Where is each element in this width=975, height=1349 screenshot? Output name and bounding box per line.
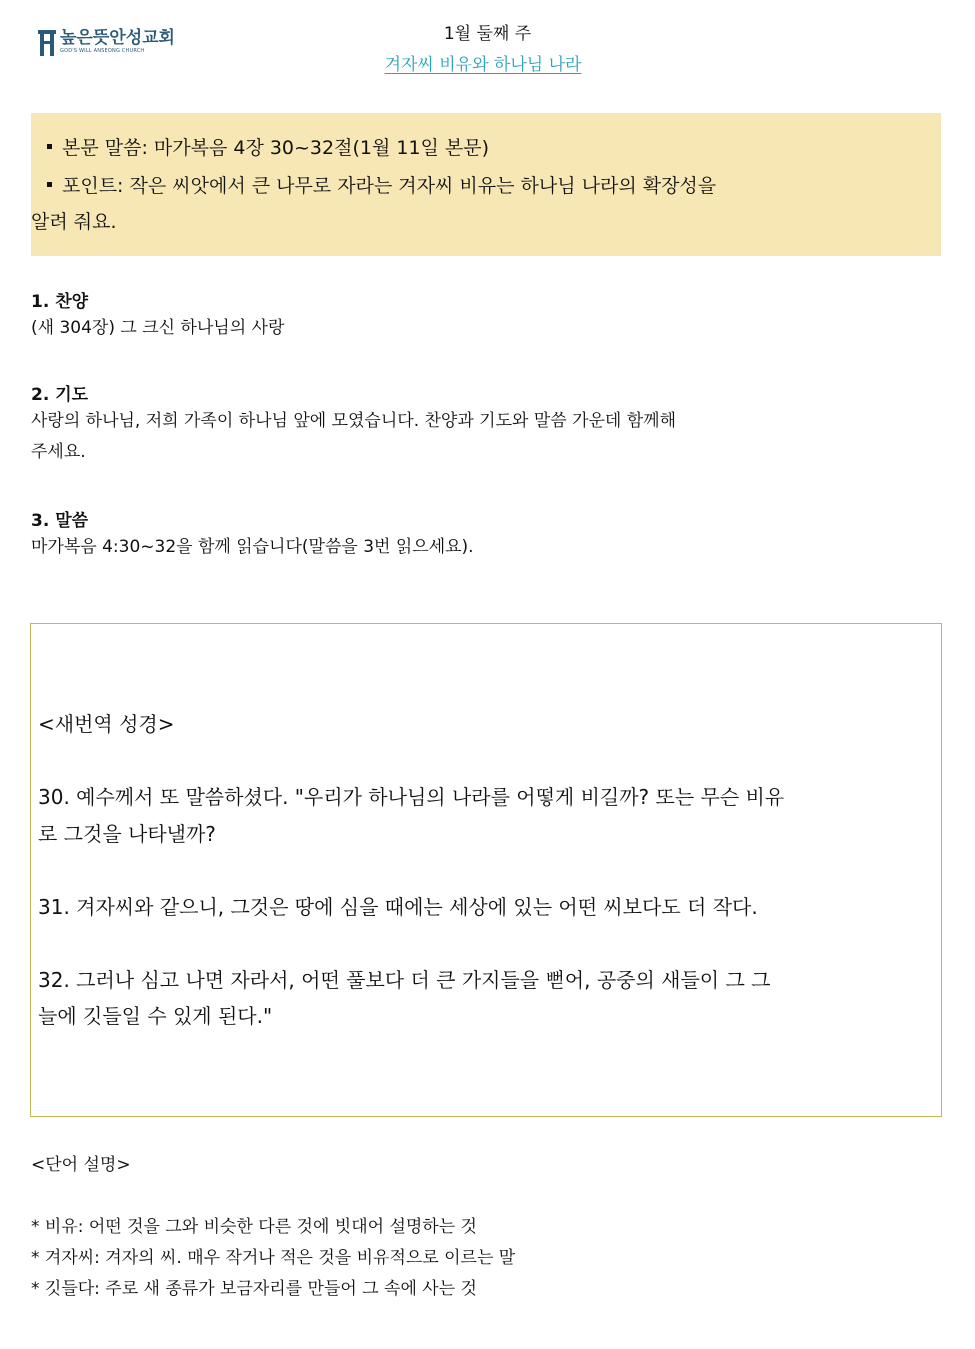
page-title: 겨자씨 비유와 하나님 나라 bbox=[384, 55, 582, 75]
verse-32: 32. 그러나 심고 나면 자라서, 어떤 풀보다 더 큰 가지들을 뻗어, 공중의 새들이 그 그 bbox=[38, 968, 771, 992]
logo-name-ko: 높은뜻안성교회 bbox=[60, 27, 175, 48]
summary-line-point-cont: 알려 줘요. bbox=[31, 211, 117, 233]
glossary-heading: <단어 설명> bbox=[31, 1155, 131, 1175]
verse-32-cont: 늘에 깃들일 수 있게 된다." bbox=[38, 1004, 273, 1028]
bible-passage-box bbox=[30, 623, 942, 1117]
verse-31: 31. 겨자씨와 같으니, 그것은 땅에 심을 때에는 세상에 있는 어떤 씨보다도 더 작다. bbox=[38, 895, 758, 919]
section-text-word: 마가복음 4:30~32을 함께 읽습니다(말씀을 3번 읽으세요). bbox=[31, 537, 474, 557]
logo-name-en: GOD'S WILL ANSEONG CHURCH bbox=[60, 47, 145, 54]
bible-version: <새번역 성경> bbox=[38, 712, 175, 736]
section-text-prayer-cont: 주세요. bbox=[31, 442, 86, 462]
glossary-item: * 겨자씨: 겨자의 씨. 매우 작거나 적은 것을 비유적으로 이르는 말 bbox=[31, 1248, 516, 1268]
section-heading-praise: 1. 찬양 bbox=[31, 292, 89, 312]
week-label: 1월 둘째 주 bbox=[443, 24, 532, 44]
section-heading-word: 3. 말씀 bbox=[31, 511, 89, 531]
bullet-square-icon bbox=[47, 182, 52, 187]
bullet-square-icon bbox=[47, 144, 52, 149]
summary-line-point: 포인트: 작은 씨앗에서 큰 나무로 자라는 겨자씨 비유는 하나님 나라의 확장성을 bbox=[47, 168, 716, 205]
verse-30: 30. 예수께서 또 말씀하셨다. "우리가 하나님의 나라를 어떻게 비길까? 또는 무슨 비유 bbox=[38, 785, 785, 809]
verse-30-cont: 로 그것을 나타낼까? bbox=[38, 822, 216, 846]
section-heading-prayer: 2. 기도 bbox=[31, 385, 89, 405]
glossary-item: * 깃들다: 주로 새 종류가 보금자리를 만들어 그 속에 사는 것 bbox=[31, 1279, 477, 1299]
summary-box bbox=[31, 113, 941, 256]
section-text-praise: (새 304장) 그 크신 하나님의 사랑 bbox=[31, 318, 285, 338]
summary-line-passage: 본문 말씀: 마가복음 4장 30~32절(1월 11일 본문) bbox=[47, 130, 489, 167]
glossary-item: * 비유: 어떤 것을 그와 비슷한 다른 것에 빗대어 설명하는 것 bbox=[31, 1217, 477, 1237]
section-text-prayer: 사랑의 하나님, 저희 가족이 하나님 앞에 모였습니다. 찬양과 기도와 말씀 가운데 함께해 bbox=[31, 411, 677, 431]
